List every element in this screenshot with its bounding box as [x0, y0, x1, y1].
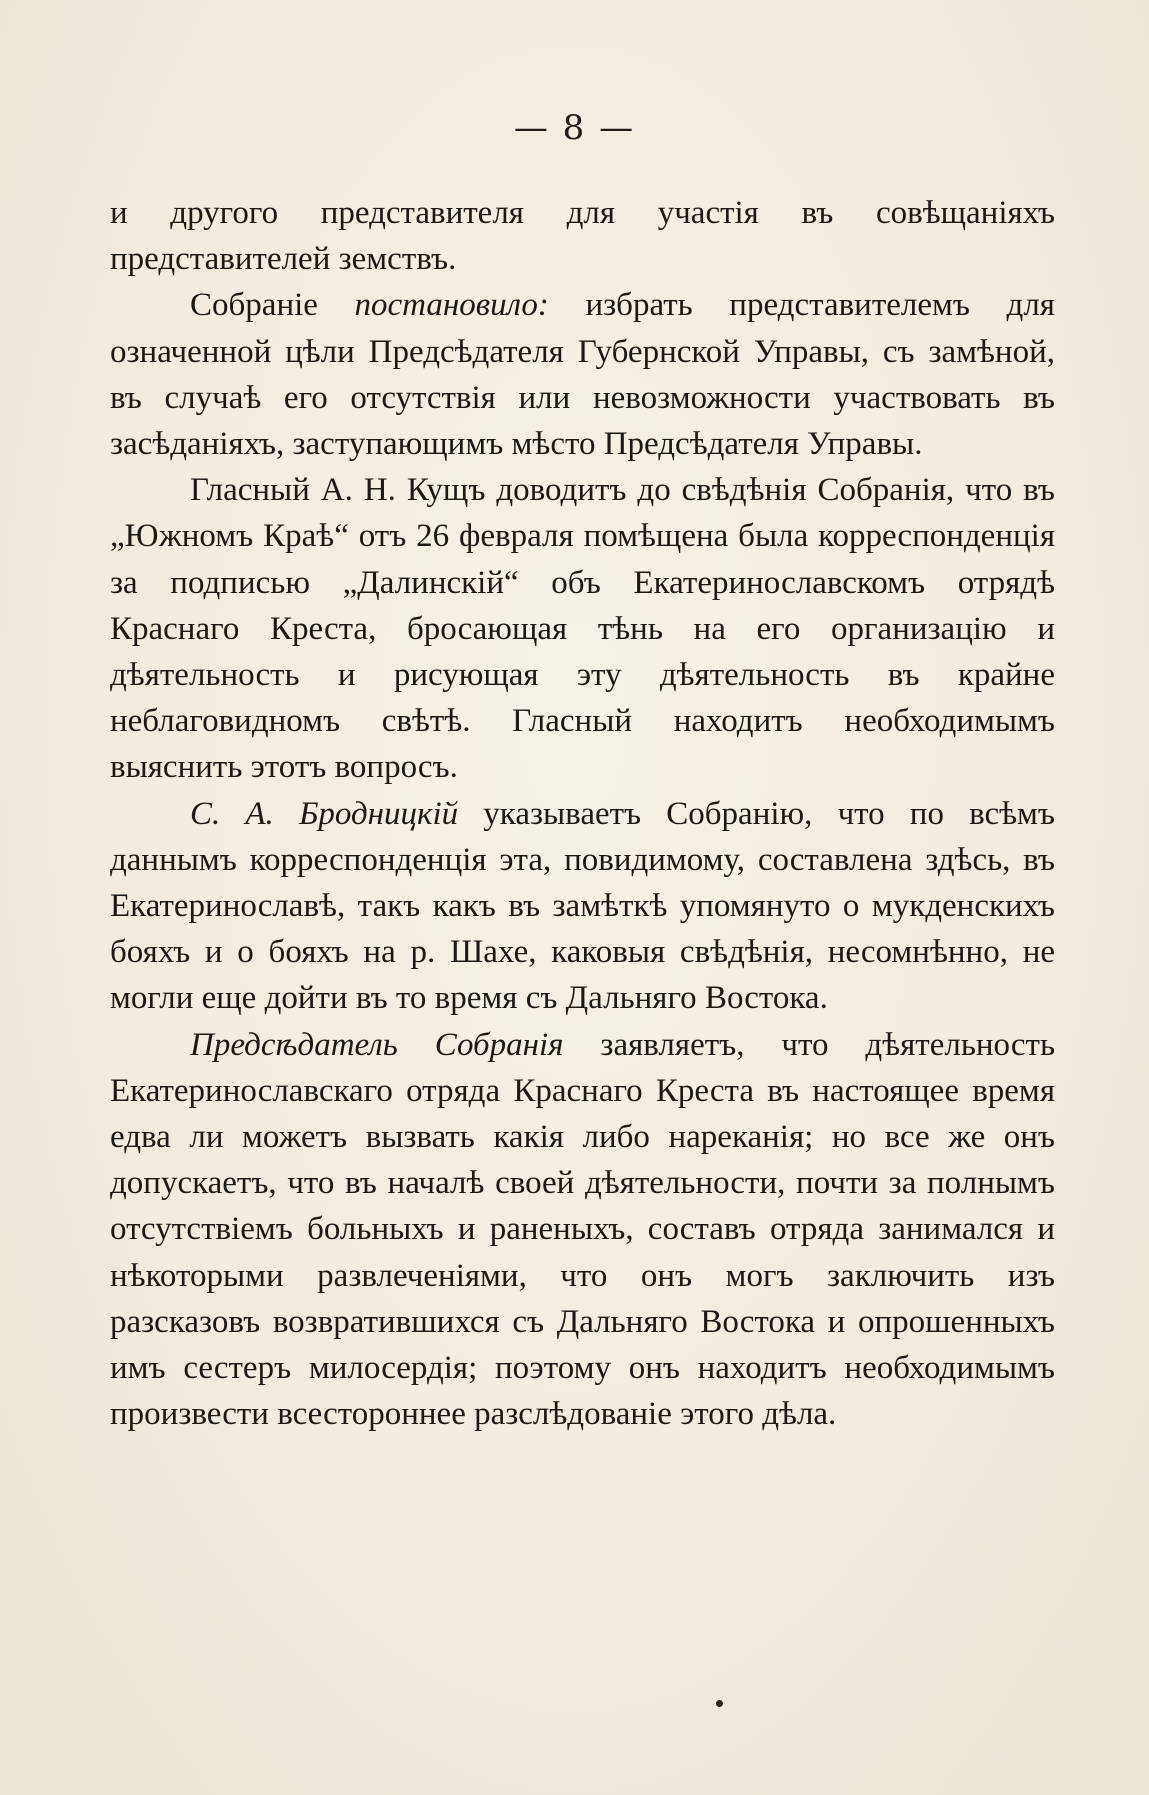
paragraph-2-emphasis: постановило:: [354, 287, 549, 324]
paragraph-3: [110, 467, 1055, 790]
paragraph-2-text: избрать представителемъ для означенной цѣли Предсѣдателя Губернской Управы, съ замѣной, въ случаѣ его отсутствія или невозможности участвовать въ засѣданіяхъ, заступающимъ мѣсто Предсѣдателя Управы.: [110, 287, 1055, 463]
paragraph-5: [110, 1022, 1055, 1438]
paragraph-4: [110, 791, 1055, 1022]
paragraph-2: [110, 282, 1055, 467]
paragraph-1-text: и другого представителя для участія въ совѣщаніяхъ представителей земствъ.: [110, 195, 1055, 278]
paragraph-5-text: заявляетъ, что дѣятельность Екатеринославскаго отряда Краснаго Креста въ настоящее время едва ли можетъ вызвать какія либо нареканія; но все же онъ допускаетъ, что въ началѣ своей дѣятельности, почти за полнымъ отсутствіемъ больныхъ и раненыхъ, составъ отряда занимался и нѣкоторыми развлеченіями, что онъ могъ заключить изъ разсказовъ возвратившихся съ Дальняго Востока и опрошенныхъ имъ сестеръ милосердія; поэтому онъ находитъ необходимымъ произвести всестороннее разслѣдованіе этого дѣла.: [110, 1026, 1055, 1433]
paragraph-1: [110, 190, 1055, 282]
body-text: [110, 190, 1055, 1437]
paragraph-5-speaker: Предсѣдатель Собранія: [190, 1026, 564, 1063]
ink-dot: [716, 1700, 723, 1707]
paragraph-4-speaker: С. А. Бродницкій: [190, 795, 459, 832]
page-number: — 8 —: [513, 108, 636, 148]
paragraph-2-lead: Собраніе: [190, 287, 355, 324]
paragraph-4-text: указываетъ Собранію, что по всѣмъ даннымъ корреспонденція эта, повидимому, составлена здѣсь, въ Екатеринославѣ, такъ какъ въ замѣткѣ упомянуто о мукденскихъ бояхъ и о бояхъ на р. Шахе, каковыя свѣдѣнія, несомнѣнно, не могли еще дойти въ то время съ Дальняго Востока.: [110, 795, 1055, 1017]
paragraph-3-text: Гласный А. Н. Кущъ доводитъ до свѣдѣнія Собранія, что въ „Южномъ Краѣ“ отъ 26 февраля помѣщена была корреспонденція за подписью „Далинскій“ объ Екатеринославскомъ отрядѣ Краснаго Креста, бросающая тѣнь на его организацію и дѣятельность и рисующая эту дѣятельность въ крайне неблаговидномъ свѣтѣ. Гласный находитъ необходимымъ выяснить этотъ вопросъ.: [110, 472, 1055, 786]
